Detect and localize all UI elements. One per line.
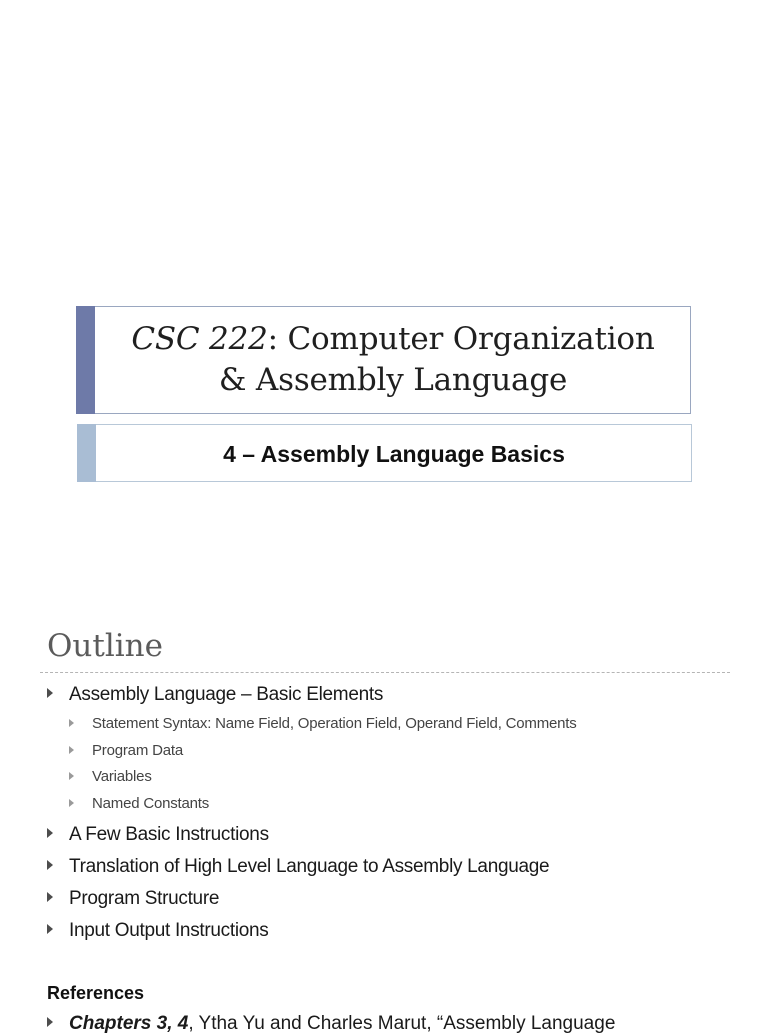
bullet-triangle-icon (47, 828, 53, 838)
title-accent-bar (76, 306, 95, 414)
outline-item-program-structure (47, 888, 219, 910)
outline-subitem-program-data (69, 742, 183, 759)
sub-bullet-triangle-icon (69, 719, 74, 727)
outline-subitem-named-constants (69, 795, 209, 812)
subtitle-accent-bar (77, 424, 96, 482)
outline-item-label: Assembly Language – Basic Elements (69, 684, 384, 705)
outline-heading: Outline (47, 628, 163, 664)
course-code: CSC 222 (131, 321, 268, 357)
references-heading: References (47, 983, 145, 1003)
reference-text: , Ytha Yu and Charles Marut, “Assembly Language (188, 1013, 616, 1034)
slide-title (96, 319, 690, 401)
bullet-triangle-icon (47, 860, 53, 870)
outline-item-basic-instructions (47, 824, 269, 846)
outline-item-label: Program Structure (69, 888, 220, 909)
outline-item-translation (47, 856, 549, 878)
outline-subitem-label: Variables (92, 768, 152, 785)
outline-item-label: A Few Basic Instructions (69, 824, 269, 845)
outline-item-label: Translation of High Level Language to Assembly Language (69, 856, 550, 877)
title-box (76, 306, 691, 414)
title-line2: & Assembly Language (218, 362, 568, 398)
bullet-triangle-icon (47, 924, 53, 934)
outline-divider (40, 672, 730, 673)
outline-item-input-output (47, 920, 269, 942)
reference-item (47, 1013, 615, 1035)
title-line1-rest: : Computer Organization (267, 321, 655, 357)
slide-subtitle: 4 – Assembly Language Basics (223, 441, 565, 467)
outline-subitem-label: Statement Syntax: Name Field, Operation Field, Operand Field, Comments (92, 715, 577, 732)
outline-item-basic-elements (47, 684, 383, 706)
bullet-triangle-icon (47, 1017, 53, 1027)
outline-subitem-label: Program Data (92, 742, 183, 759)
sub-bullet-triangle-icon (69, 799, 74, 807)
bullet-triangle-icon (47, 688, 53, 698)
reference-chapters: Chapters 3, 4 (69, 1013, 189, 1034)
bullet-triangle-icon (47, 892, 53, 902)
subtitle-box (77, 424, 692, 482)
sub-bullet-triangle-icon (69, 746, 74, 754)
outline-subitem-label: Named Constants (92, 795, 210, 812)
outline-subitem-statement-syntax (69, 715, 577, 732)
outline-item-label: Input Output Instructions (69, 920, 269, 941)
outline-subitem-variables (69, 768, 152, 785)
sub-bullet-triangle-icon (69, 772, 74, 780)
